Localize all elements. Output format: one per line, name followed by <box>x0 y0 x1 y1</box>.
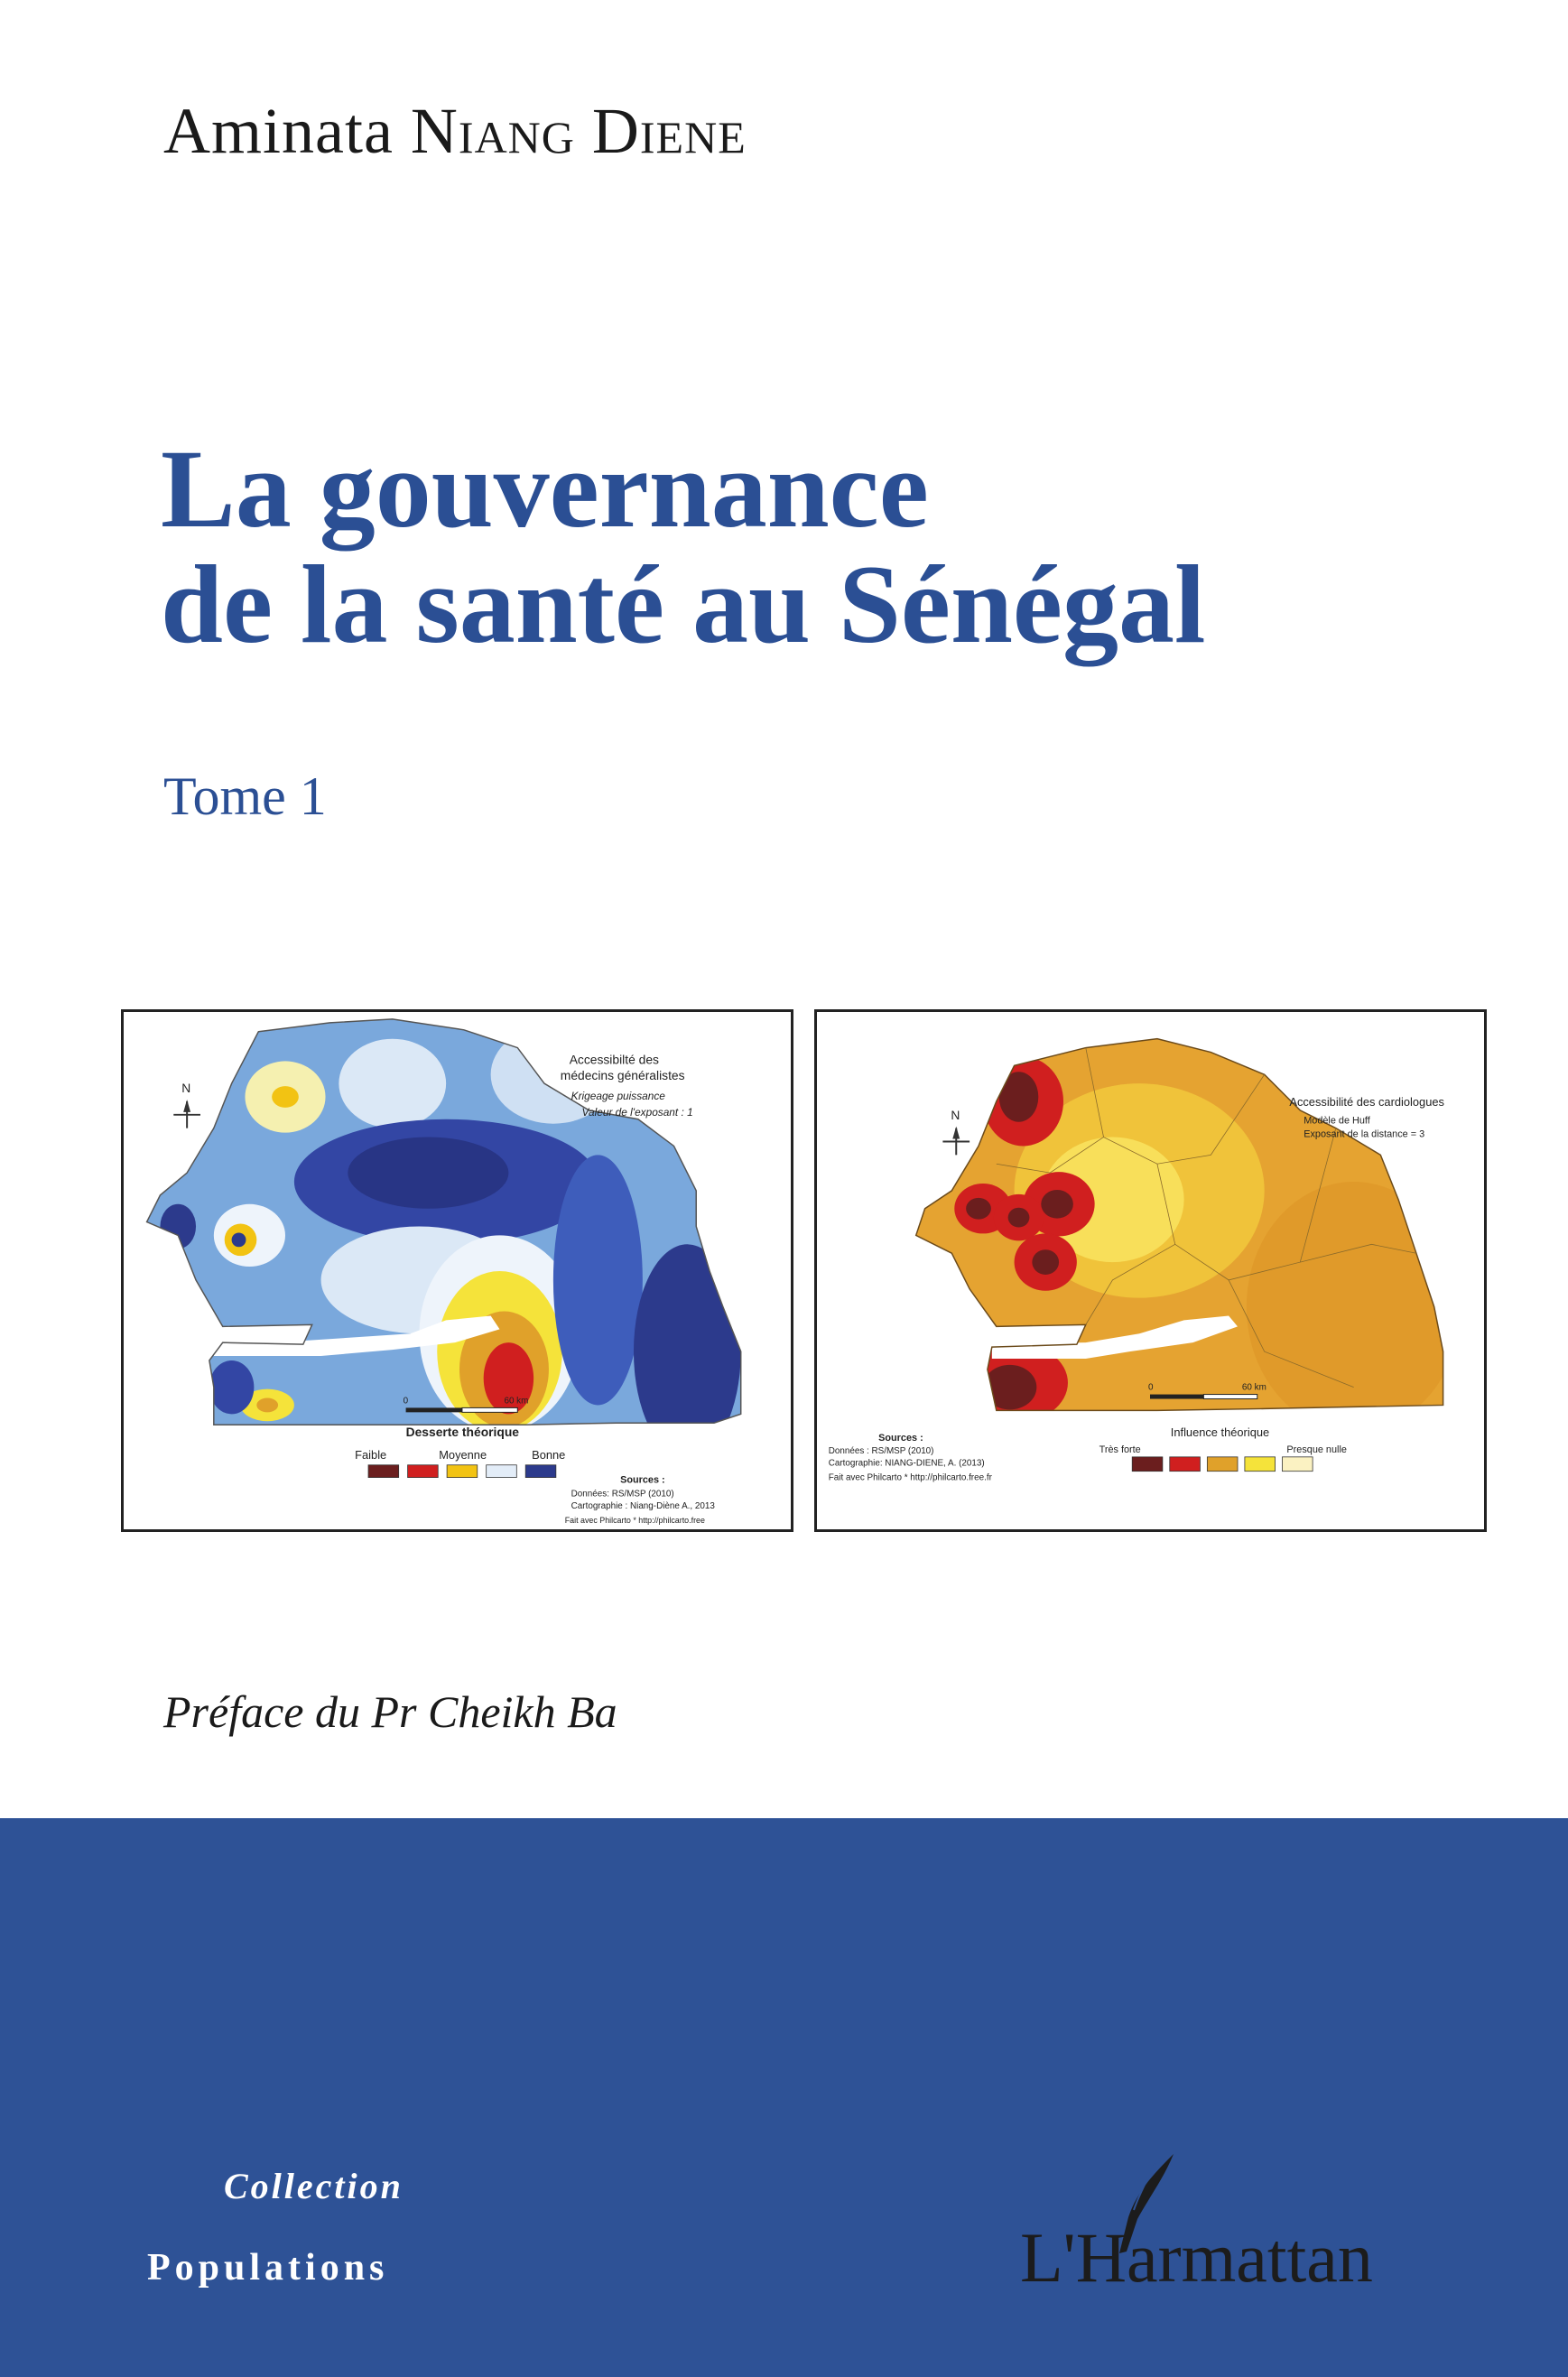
map-right-method-1: Modèle de Huff <box>1304 1115 1370 1127</box>
scale-end: 60 km <box>504 1396 529 1407</box>
sources-line-1: Données : RS/MSP (2010) <box>828 1445 934 1456</box>
book-title <box>161 427 1206 666</box>
scale-start: 0 <box>403 1396 409 1407</box>
scale-start: 0 <box>1148 1382 1154 1393</box>
map-generalists-graphic <box>124 1012 791 1529</box>
map-left-method-1: Krigeage puissance <box>571 1089 665 1102</box>
sources-line-2: Cartographie: NIANG-DIENE, A. (2013) <box>828 1458 985 1469</box>
legend-title: Influence théorique <box>1170 1425 1270 1440</box>
preface-credit: Préface du Pr Cheikh Ba <box>163 1686 617 1737</box>
north-arrow-icon <box>173 1100 200 1128</box>
legend-swatch <box>408 1465 439 1478</box>
legend-label-high: Très forte <box>1099 1444 1141 1455</box>
collection-label: Collection <box>224 2166 404 2206</box>
legend-swatch <box>447 1465 478 1478</box>
sources-line-3: Fait avec Philcarto * http://philcarto.free <box>564 1516 705 1526</box>
north-label: N <box>181 1081 191 1096</box>
north-arrow-icon <box>942 1127 970 1156</box>
legend-label-low: Faible <box>355 1447 387 1462</box>
legend-swatch <box>1282 1457 1313 1472</box>
legend-swatch <box>368 1465 399 1478</box>
map-cardiologists <box>814 1009 1487 1532</box>
legend-swatch <box>1132 1457 1163 1472</box>
author-last-name: Niang Diene <box>410 95 747 167</box>
map-right-title: Accessibilité des cardiologues <box>1289 1094 1444 1109</box>
legend-label-mid: Moyenne <box>439 1447 487 1462</box>
author-first-name: Aminata <box>163 95 394 167</box>
publisher-logo <box>1020 2154 1435 2307</box>
map-left-title-1: Accessibilté des <box>569 1052 659 1067</box>
map-generalists <box>121 1009 793 1532</box>
sources-title: Sources : <box>878 1433 923 1444</box>
north-label: N <box>951 1107 960 1122</box>
sources-line-1: Données: RS/MSP (2010) <box>571 1489 674 1500</box>
title-line-1: La gouvernance <box>161 427 929 551</box>
collection-name: Populations <box>147 2247 389 2289</box>
legend-swatch <box>487 1465 517 1478</box>
legend-swatch <box>1170 1457 1201 1472</box>
scale-end: 60 km <box>1241 1382 1266 1393</box>
legend-title: Desserte théorique <box>405 1425 520 1440</box>
legend-swatch <box>525 1465 556 1478</box>
sources-line-3: Fait avec Philcarto * http://philcarto.free.fr <box>828 1472 992 1483</box>
title-line-2: de la santé au Sénégal <box>161 543 1206 666</box>
map-right-method-2: Exposant de la distance = 3 <box>1304 1128 1425 1140</box>
sources-line-2: Cartographie : Niang-Diène A., 2013 <box>571 1501 715 1512</box>
map-left-method-2: Valeur de l'exposant : 1 <box>581 1105 693 1119</box>
legend-label-low: Presque nulle <box>1286 1444 1347 1455</box>
author-name <box>163 94 747 169</box>
publisher-name: L'Harmattan <box>1020 2218 1373 2297</box>
map-cardiologists-graphic <box>817 1012 1484 1529</box>
legend-label-high: Bonne <box>532 1447 566 1462</box>
legend-swatch <box>1245 1457 1276 1472</box>
sources-title: Sources : <box>620 1474 665 1486</box>
volume-label: Tome 1 <box>163 766 327 826</box>
legend-swatch <box>1207 1457 1238 1472</box>
map-left-title-2: médecins généralistes <box>560 1068 685 1083</box>
